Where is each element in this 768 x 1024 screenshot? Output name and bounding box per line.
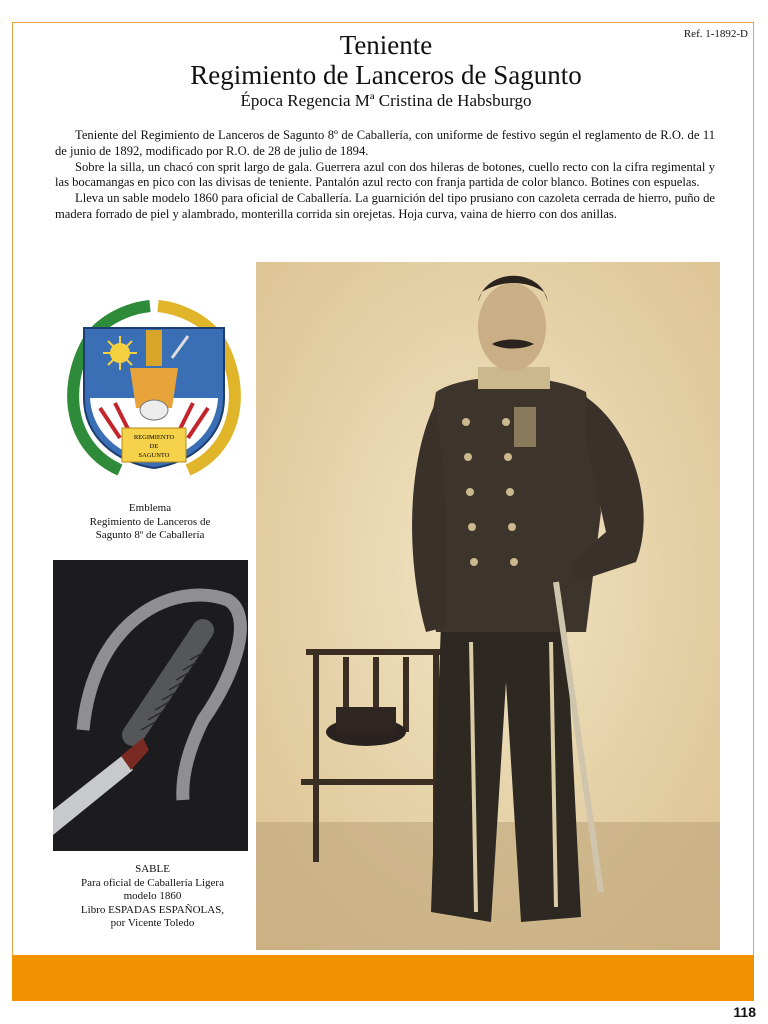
medals <box>514 407 536 447</box>
sabre-photo <box>53 560 248 851</box>
title-period: Época Regencia Mª Cristina de Habsburgo <box>240 91 532 110</box>
paragraph-3: Lleva un sable modelo 1860 para oficial de Caballería. La guarnición del tipo prusiano con cazoleta cerrada de hierro, puño de madera forrado de piel y alambrado, monterilla corrida sin orejetas. Hoja curva, vaina de hierro con dos anillas. <box>55 191 715 221</box>
scroll-text-2: DE <box>149 443 159 450</box>
sabre-caption-line-5: por Vicente Toledo <box>110 917 195 929</box>
emblem-caption <box>55 502 245 543</box>
description-text <box>55 128 715 223</box>
footer-bar <box>12 955 754 1001</box>
shako-body <box>336 707 396 735</box>
emblem-caption-line-2: Regimiento de Lanceros de <box>89 515 211 528</box>
scroll-text-1: REGIMIENTO <box>133 434 175 441</box>
title-rank: Teniente <box>339 30 433 60</box>
paragraph-1: Teniente del Regimiento de Lanceros de Sagunto 8º de Caballería, con uniforme de festivo según el reglamento de R.O. de 11 de junio de 1892, modificado por R.O. de 28 de julio de 1894. <box>55 128 715 158</box>
lieutenant-portrait-photo <box>256 262 720 950</box>
sabre-caption-line-1: SABLE <box>135 863 170 875</box>
emblem-caption-line-3: Sagunto 8º de Caballería <box>95 529 205 541</box>
scroll-text-3: SAGUNTO <box>138 452 170 459</box>
tower-icon <box>146 330 162 366</box>
sabre-caption-line-2: Para oficial de Caballería Ligera <box>81 876 224 889</box>
page-number: 118 <box>733 1004 756 1020</box>
reference-code: Ref. 1-1892-D <box>683 28 748 40</box>
head <box>478 283 546 371</box>
page-title <box>100 30 672 112</box>
title-regiment: Regimiento de Lanceros de Sagunto <box>190 60 582 90</box>
sabre-caption-line-4: Libro ESPADAS ESPAÑOLAS, <box>80 903 225 916</box>
sabre-caption-line-3: modelo 1860 <box>123 890 182 902</box>
emblem-caption-line-1: Emblema <box>128 502 172 514</box>
paragraph-2: Sobre la silla, un chacó con sprit largo de gala. Guerrera azul con dos hileras de botones, cuello recto con la cifra regimental y las bocamangas en pico con las divisas de teniente. Pantalón azul recto con franja partida de color blanco. Botines con espuelas. <box>55 159 715 190</box>
lion-icon <box>140 400 168 420</box>
sabre-caption <box>45 863 260 931</box>
regiment-emblem <box>60 298 248 488</box>
